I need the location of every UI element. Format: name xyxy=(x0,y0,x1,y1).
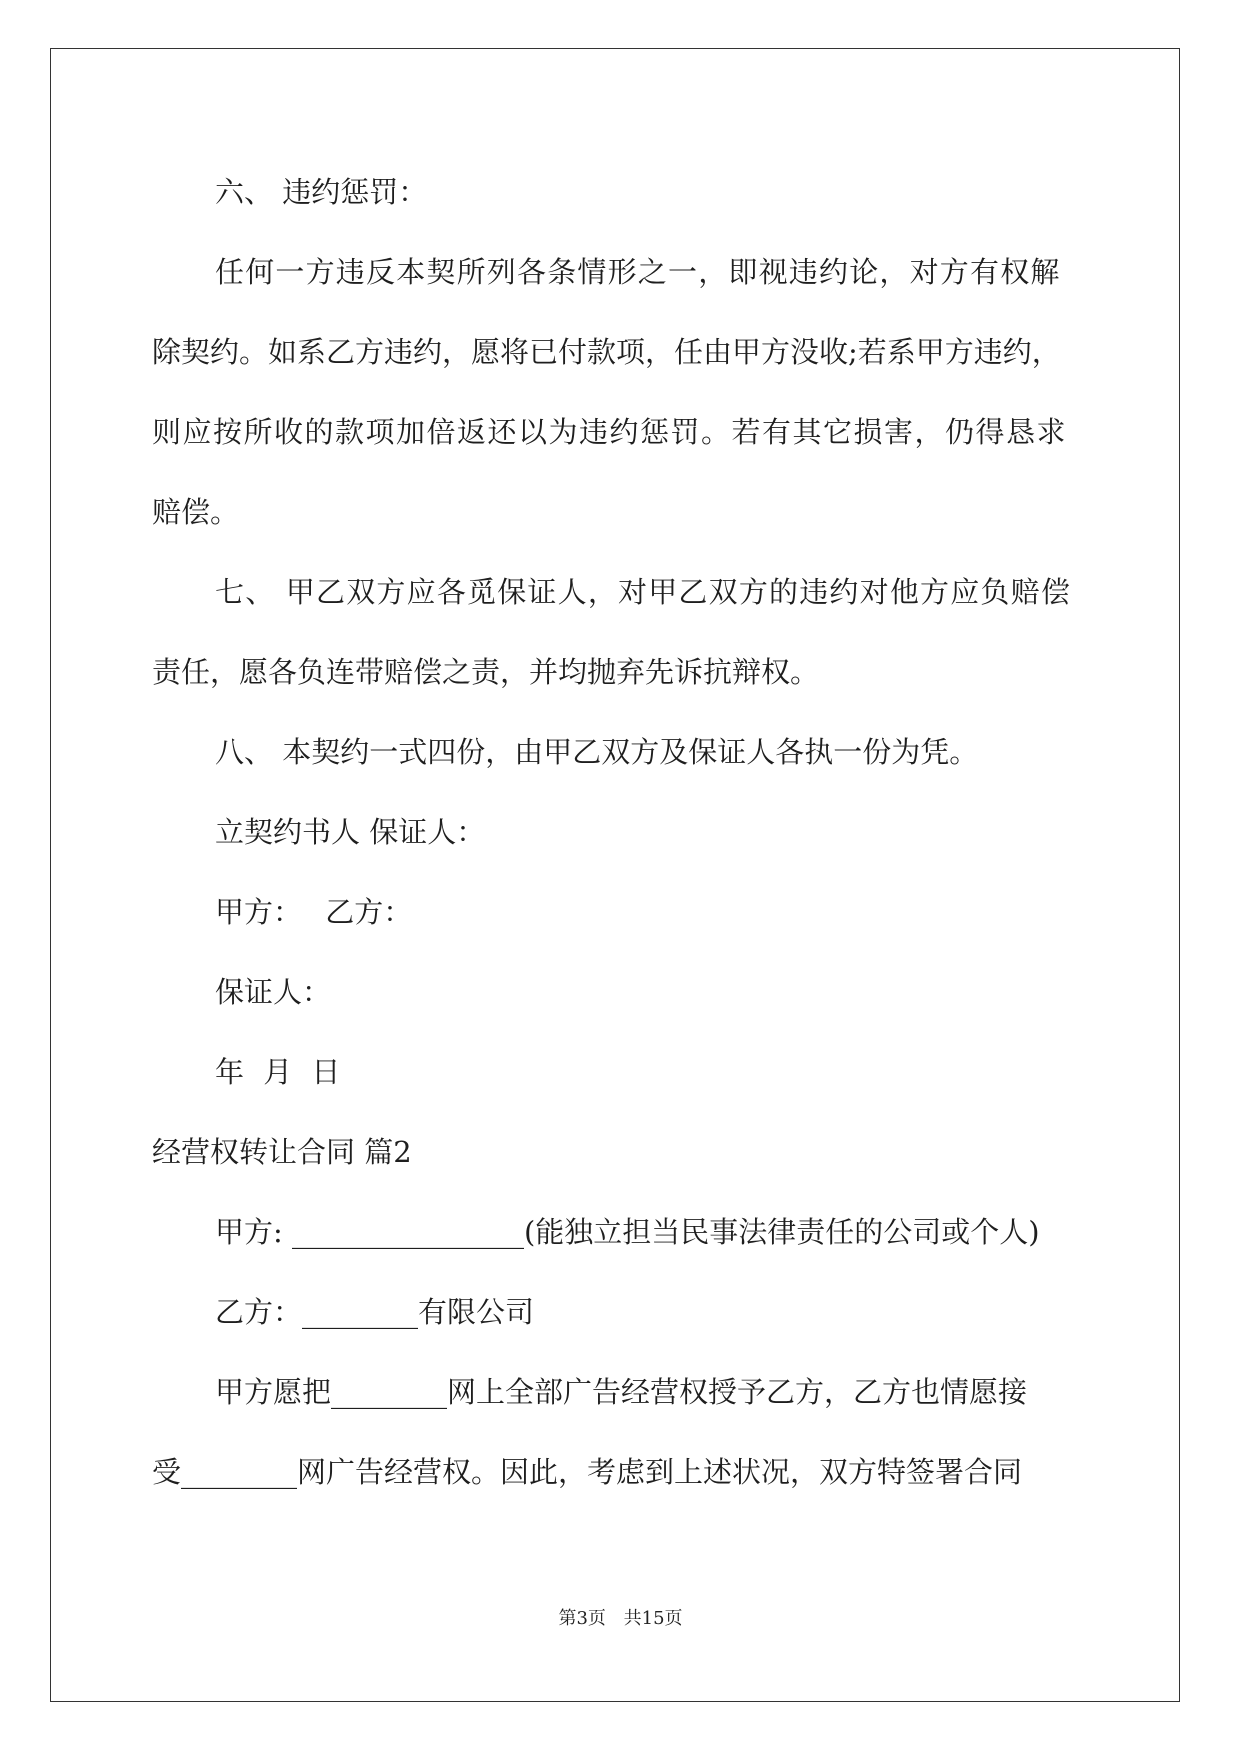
paragraph-line: 则应按所收的款项加倍返还以为违约惩罚。若有其它损害，仍得恳求 xyxy=(152,415,1068,449)
clause-8-line: 八、 本契约一式四份，由甲乙双方及保证人各执一份为凭。 xyxy=(215,735,979,769)
paragraph-line: 受________网广告经营权。因此，考虑到上述状况，双方特签署合同 xyxy=(152,1455,1023,1489)
page-footer xyxy=(0,1604,1241,1630)
page-total: 共15页 xyxy=(623,1608,683,1629)
page-number: 第3页 xyxy=(558,1608,606,1629)
signatory-line: 立契约书人 保证人： xyxy=(215,815,486,849)
paragraph-line: 责任，愿各负连带赔偿之责，并均抛弃先诉抗辩权。 xyxy=(152,655,820,689)
party-a-line: 甲方: ________________(能独立担当民事法律责任的公司或个人) xyxy=(215,1215,1040,1249)
page-border xyxy=(50,48,1180,1702)
guarantor-line: 保证人： xyxy=(215,975,332,1009)
paragraph-line: 赔偿。 xyxy=(152,495,240,529)
date-line: 年 月 日 xyxy=(215,1055,341,1089)
paragraph-line: 甲方愿把________网上全部广告经营权授予乙方，乙方也情愿接 xyxy=(215,1375,1028,1409)
paragraph-line: 任何一方违反本契所列各条情形之一，即视违约论，对方有权解 xyxy=(215,255,1061,289)
clause-6-heading: 六、 违约惩罚： xyxy=(215,175,428,209)
section-title: 经营权转让合同 篇2 xyxy=(152,1135,412,1169)
party-line: 甲方： 乙方： xyxy=(215,895,413,929)
paragraph-line: 除契约。如系乙方违约，愿将已付款项，任由甲方没收;若系甲方违约， xyxy=(152,335,1061,369)
clause-7-line: 七、 甲乙双方应各觅保证人，对甲乙双方的违约对他方应负赔偿 xyxy=(215,575,1072,609)
party-b-line: 乙方：________有限公司 xyxy=(215,1295,535,1329)
